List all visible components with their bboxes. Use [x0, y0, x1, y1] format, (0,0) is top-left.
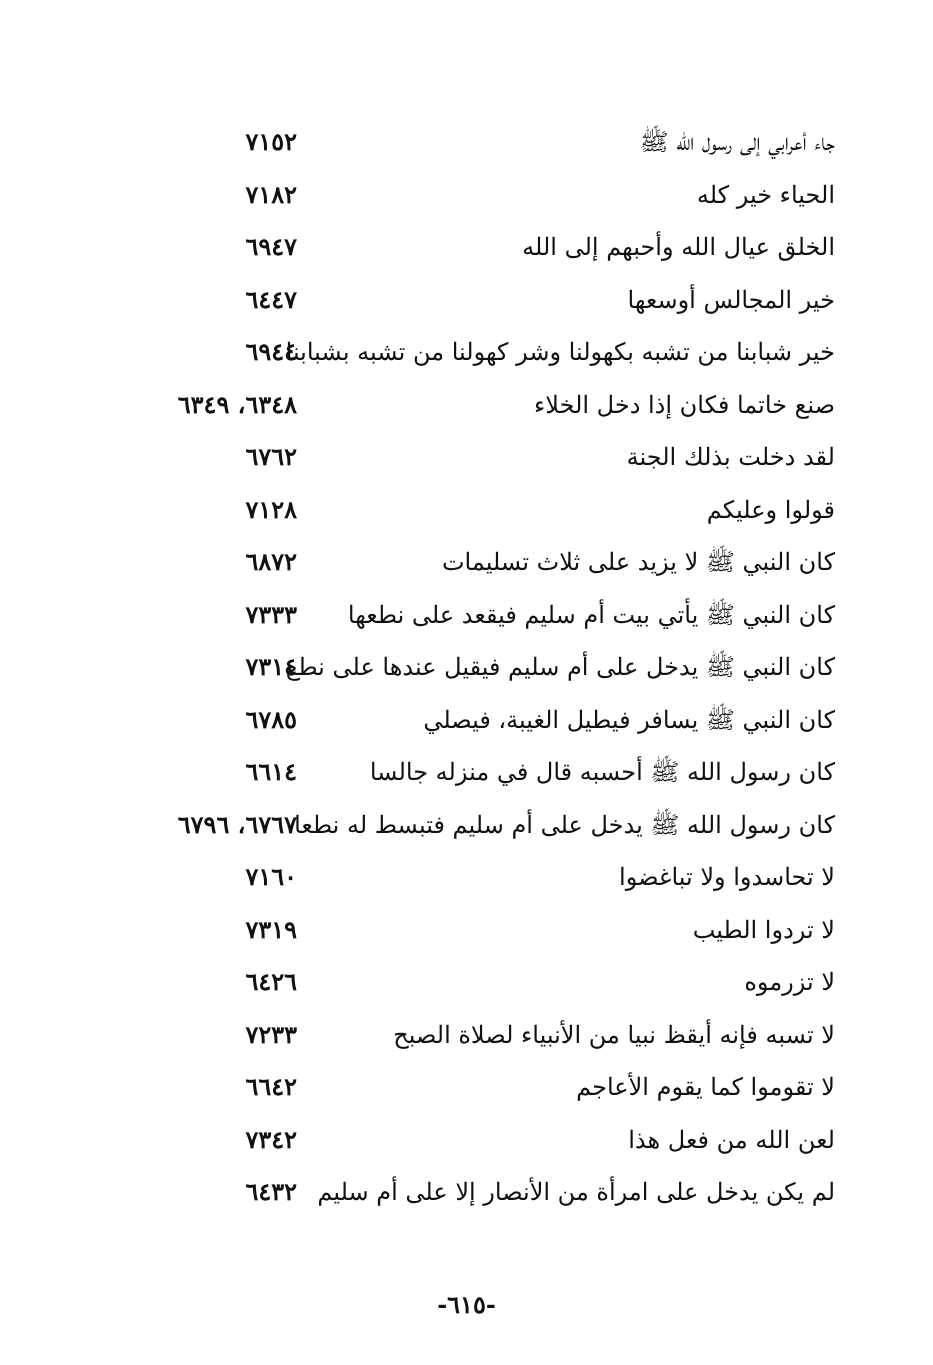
index-row	[0, 432, 933, 485]
page-number: -٦١٥-	[437, 1290, 496, 1319]
hadith-number: ٧١٢٨	[245, 494, 297, 524]
hadith-number: ٦٤٤٧	[245, 284, 297, 314]
hadith-text: لا تسبه فإنه أيقظ نبيا من الأنبياء لصلاة الصبح	[393, 1020, 835, 1049]
hadith-text: كان النبي ﷺ يدخل على أم سليم فيقيل عندها على نطع	[285, 653, 835, 681]
hadith-text: لعن الله من فعل هذا	[628, 1125, 835, 1154]
hadith-text: قولوا وعليكم	[706, 495, 835, 524]
index-row	[0, 1115, 933, 1168]
hadith-text: لا تحاسدوا ولا تباغضوا	[619, 863, 835, 891]
hadith-text: لم يكن يدخل على امرأة من الأنصار إلا على أم سليم	[317, 1178, 835, 1206]
hadith-number: ٧٣١٩	[245, 914, 297, 944]
hadith-number: ٦٩٤٤	[245, 337, 297, 366]
hadith-text: جاء أعرابي إلى رسول الله ﷺ	[639, 128, 835, 156]
hadith-number: ٧١٥٢	[245, 127, 297, 156]
hadith-number: ٧٣٣٣	[245, 599, 297, 629]
hadith-text: كان النبي ﷺ لا يزيد على ثلاث تسليمات	[441, 548, 835, 576]
hadith-text: الحياء خير كله	[696, 180, 835, 209]
index-row	[0, 905, 933, 958]
hadith-text: كان النبي ﷺ يسافر فيطيل الغيبة، فيصلي	[423, 705, 835, 734]
index-row	[0, 275, 933, 328]
hadith-number: ٧١٦٠	[245, 862, 297, 891]
hadith-text: لقد دخلت بذلك الجنة	[626, 443, 835, 471]
hadith-number: ٦٦١٤	[245, 757, 297, 786]
index-row	[0, 695, 933, 748]
index-row	[0, 1062, 933, 1115]
hadith-number: ٦٣٤٨، ٦٣٤٩	[177, 389, 297, 419]
index-row	[0, 327, 933, 380]
index-row	[0, 537, 933, 590]
hadith-text: كان النبي ﷺ يأتي بيت أم سليم فيقعد على نطعها	[347, 600, 835, 629]
index-row	[0, 957, 933, 1010]
index-row	[0, 485, 933, 538]
hadith-number: ٧٢٣٣	[245, 1019, 297, 1049]
hadith-text: لا تقوموا كما يقوم الأعاجم	[576, 1073, 835, 1101]
hadith-number: ٧٣١٤	[245, 652, 297, 681]
index-row	[0, 642, 933, 695]
hadith-text: خير المجالس أوسعها	[627, 285, 835, 314]
hadith-text: خير شبابنا من تشبه بكهولنا وشر كهولنا من تشبه بشبابنا	[285, 338, 835, 366]
index-row	[0, 117, 933, 170]
hadith-index-list	[0, 117, 933, 1220]
index-row	[0, 380, 933, 433]
hadith-number: ٦٧٦٧، ٦٧٩٦	[177, 809, 297, 839]
index-row	[0, 170, 933, 223]
index-row	[0, 747, 933, 800]
hadith-number: ٦٤٢٦	[245, 967, 297, 996]
hadith-number: ٦٤٣٢	[245, 1177, 297, 1206]
hadith-text: لا تردوا الطيب	[692, 915, 835, 944]
hadith-number: ٦٩٤٧	[245, 232, 297, 261]
hadith-number: ٦٦٤٢	[245, 1072, 297, 1101]
index-row	[0, 1167, 933, 1220]
index-row	[0, 1010, 933, 1063]
hadith-number: ٦٧٦٢	[245, 442, 297, 471]
index-row	[0, 590, 933, 643]
hadith-number: ٦٧٨٥	[245, 704, 297, 734]
hadith-number: ٧٣٤٢	[245, 1124, 297, 1154]
hadith-number: ٧١٨٢	[245, 179, 297, 209]
hadith-text: كان رسول الله ﷺ أحسبه قال في منزله جالسا	[369, 758, 835, 786]
hadith-text: الخلق عيال الله وأحبهم إلى الله	[522, 233, 835, 261]
hadith-text: كان رسول الله ﷺ يدخل على أم سليم فتبسط له نطعا	[294, 810, 835, 839]
hadith-text: صنع خاتما فكان إذا دخل الخلاء	[533, 390, 835, 419]
index-row	[0, 852, 933, 905]
hadith-number: ٦٨٧٢	[245, 547, 297, 576]
hadith-text: لا تزرموه	[744, 968, 835, 996]
index-row	[0, 800, 933, 853]
index-row	[0, 222, 933, 275]
